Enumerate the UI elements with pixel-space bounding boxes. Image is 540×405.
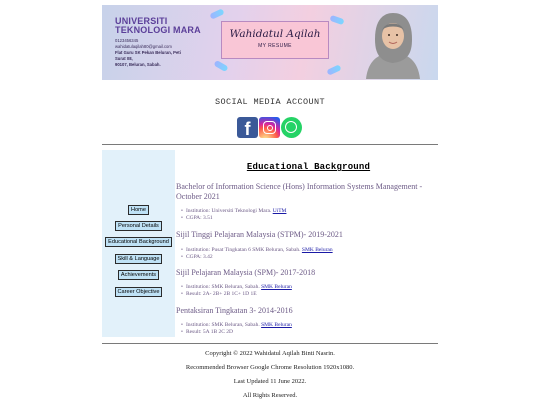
social-media-title: SOCIAL MEDIA ACCOUNT: [214, 97, 326, 107]
institution-link[interactable]: SMK Beluran: [261, 322, 292, 328]
address-line-2: Surat 08,: [115, 56, 133, 61]
address-line-3: 90107, Beluran, Sabah.: [115, 62, 161, 67]
result-text: Result: 2A- 2B+ 2B 1C+ 1D 1E: [185, 291, 257, 297]
resume-name: Wahidatul Aqilah: [229, 28, 321, 40]
institution-item: [181, 247, 333, 254]
institution-item: [181, 208, 286, 215]
resume-name-box: [221, 21, 329, 59]
profile-photo: [362, 9, 424, 79]
footer-recommended: Recommended Browser Google Chrome Resolution 1920x1080.: [185, 364, 355, 371]
nav-career-objective[interactable]: [102, 280, 175, 298]
institution-text: Institution: SMK Beluran, Sabah.: [185, 322, 260, 328]
nav-skill-language-label[interactable]: Skill & Language: [115, 254, 163, 264]
institution-text: Institution: Pusat Tingkatan 6 SMK Beluran, Sabah.: [185, 247, 301, 253]
nav-achievements[interactable]: [102, 263, 175, 281]
contact-email: wahidatulaqilah80@gmail.com: [115, 44, 172, 49]
result-text: CGPA: 3.51: [185, 215, 213, 221]
header-banner: [102, 5, 438, 80]
institution-item: [181, 284, 292, 291]
section-heading: Bachelor of Information Science (Hons) Information Systems Management - October 2021: [176, 182, 423, 201]
footer-updated: Last Updated 11 June 2022.: [233, 378, 307, 385]
decor-gem: [326, 64, 341, 75]
institution-link[interactable]: SMK Beluran: [261, 284, 292, 290]
result-item: [181, 329, 233, 336]
result-item: [181, 215, 213, 222]
university-name: UNIVERSITI TEKNOLOGI MARA: [115, 16, 201, 35]
resume-subtitle: MY RESUME: [258, 43, 292, 49]
decor-gem: [213, 60, 228, 72]
nav-educational-background-label[interactable]: Educational Background: [105, 237, 172, 247]
institution-link[interactable]: SMK Beluran: [301, 247, 333, 253]
result-item: [181, 254, 213, 261]
nav-educational-background[interactable]: [102, 230, 175, 248]
education-title: Educational Background: [246, 162, 371, 172]
footer-copyright: Copyright © 2022 Wahidatul Aqilah Binti Nasrin.: [205, 350, 335, 357]
address-line-1: Flat Guru SK Pekan Beluran, Peti: [115, 50, 181, 55]
whatsapp-icon[interactable]: [281, 117, 302, 138]
section-heading: Pentaksiran Tingkatan 3- 2014-2016: [176, 306, 293, 315]
decor-gem: [329, 15, 344, 25]
section-heading: Sijil Tinggi Pelajaran Malaysia (STPM)- 2019-2021: [176, 230, 343, 239]
divider: [102, 343, 438, 344]
decor-gem: [209, 8, 224, 19]
institution-text: Institution: SMK Beluran, Sabah.: [185, 284, 260, 290]
result-text: CGPA: 3.42: [185, 254, 213, 260]
nav-career-objective-label[interactable]: Career Objective: [115, 287, 163, 297]
divider: [102, 144, 438, 145]
social-icons: [237, 117, 303, 139]
institution-item: [181, 322, 292, 329]
nav-achievements-label[interactable]: Achievements: [118, 270, 159, 280]
sidebar-nav: [102, 150, 175, 337]
instagram-icon[interactable]: [259, 117, 280, 138]
footer-rights: All Rights Reserved.: [242, 392, 298, 399]
institution-link[interactable]: UiTM: [272, 208, 287, 214]
result-item: [181, 291, 257, 298]
result-text: Result: 5A 1B 2C 2D: [185, 329, 233, 335]
institution-text: Institution: Universiti Teknologi Mara.: [185, 208, 272, 214]
nav-home-label[interactable]: Home: [128, 205, 149, 215]
contact-phone: 0123456345: [115, 38, 139, 43]
section-heading: Sijil Pelajaran Malaysia (SPM)- 2017-2018: [176, 268, 316, 277]
nav-personal-details-label[interactable]: Personal Details: [115, 221, 162, 231]
facebook-icon[interactable]: f: [237, 117, 258, 138]
